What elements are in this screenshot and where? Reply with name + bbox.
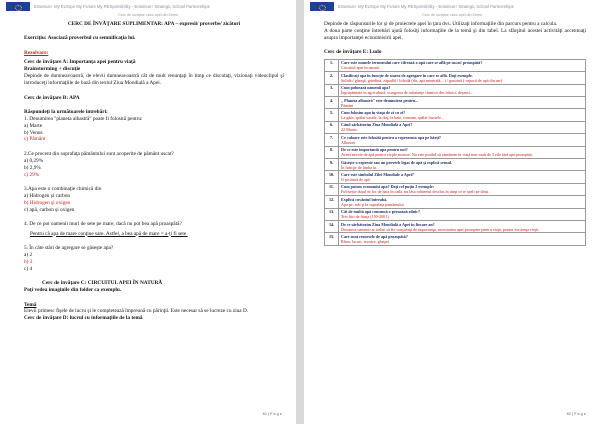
group-d-title: Cerc de învăţare D: lucrul cu informaţiile de la temă bbox=[24, 315, 143, 322]
row-number: 4. bbox=[325, 96, 339, 108]
row-answer: Deoarece oamenii ar trebui să fie conştienţi de importanţa, necesitatea apei proaspete pentru viaţă, pentru existenţa vieţii. bbox=[341, 226, 540, 232]
row-content bbox=[339, 158, 586, 170]
row-number: 10. bbox=[325, 171, 339, 183]
question-2: 2.Ce procent din suprafaţa pământului sunt acoperite de pământ uscat? bbox=[24, 150, 174, 157]
question-5-option-a: a) 2 bbox=[24, 251, 33, 258]
table-row bbox=[325, 109, 586, 121]
question-3-option-a: a) Hidrogen şi carbon bbox=[24, 192, 71, 199]
tema-text: Elevii primesc fişele de lucru şi le completează împreună cu părinţii. Este necesar să se lucreze cu ziua D. bbox=[24, 308, 249, 315]
row-question: Care este numele termenului care cifrează o apă care se află pe uscat/ proaspătă? bbox=[341, 60, 483, 66]
question-3-option-c: c) apă, carbon şi oxigen bbox=[24, 206, 75, 213]
table-row bbox=[325, 84, 586, 96]
row-content bbox=[339, 72, 586, 84]
row-content bbox=[339, 208, 586, 220]
group-e-title: Cerc de învăţare E: Ludo bbox=[324, 49, 382, 56]
question-2-option-c: c) 29% bbox=[24, 171, 40, 178]
row-question: „ Planeta albastră" este denumirea pentru... bbox=[341, 97, 419, 103]
row-answer: Folosește dușul în loc de baia în cadă, nu lăsa robinetul deschis în timp ce te speli pe dinţi. bbox=[341, 189, 490, 195]
row-content bbox=[339, 121, 586, 133]
row-answer: În funcţie de limba ta. bbox=[341, 164, 378, 170]
row-content bbox=[339, 109, 586, 121]
table-row bbox=[325, 134, 586, 146]
row-question: Care sunt resursele de apă proaspătă? bbox=[341, 233, 408, 239]
table-row bbox=[325, 233, 586, 245]
question-1-option-a: a) Marte bbox=[24, 122, 43, 129]
table-row bbox=[325, 208, 586, 220]
rezolvare-label: Rezolvare: bbox=[24, 49, 49, 56]
row-question: Ce culoare este folosită pentru a reprezenta apa pe hărţi? bbox=[341, 134, 441, 140]
row-number: 8. bbox=[325, 146, 339, 158]
page-header bbox=[0, 0, 296, 12]
row-question: Cum folosim apa în viaţa de zi cu zi? bbox=[341, 109, 406, 115]
row-content bbox=[339, 183, 586, 195]
question-1-option-b: b) Venus bbox=[24, 129, 43, 136]
ludo-table bbox=[324, 59, 586, 246]
group-a-text: Depinde de dumneavoastră, de elevii dumneavoastră cât de mult renunţaţi în timp ce discutaţi, vizionaţi videoclipul şi introduceţi informaţiile de bază din textul Ziua Mondială a Apei. bbox=[24, 73, 284, 87]
row-content bbox=[339, 220, 586, 232]
eu-flag-icon bbox=[6, 2, 30, 11]
answer-intro: Răspundeţi la următoarele întrebări: bbox=[24, 108, 108, 115]
row-number: 9. bbox=[325, 158, 339, 170]
row-answer: La gătit, spălat vasele, la duş, la baie, consum, spălat fructele... bbox=[341, 115, 444, 121]
table-row bbox=[325, 121, 586, 133]
row-question: Clasificaţi apa în funcţie de starea de agregare în care se află. Daţi exemple. bbox=[341, 72, 473, 78]
page-62 bbox=[304, 0, 600, 424]
question-5-option-b: b) 3 bbox=[24, 258, 33, 265]
page-number: 62 | P a g e bbox=[566, 412, 586, 416]
row-number: 6. bbox=[325, 121, 339, 133]
row-content bbox=[339, 196, 586, 208]
group-c-text: Poţi vedea imaginile din folder ca exemplu. bbox=[24, 287, 122, 294]
row-question: Explică cuvântul întreabă. bbox=[341, 196, 388, 202]
row-question: Cum putem economisi apa? Daţi cel puţin 2 exemple: bbox=[341, 184, 435, 190]
row-content bbox=[339, 233, 586, 245]
row-number: 3. bbox=[325, 84, 339, 96]
table-row bbox=[325, 96, 586, 108]
question-1: 1. Denumirea "planeta albastră" poate fi folosită pentru: bbox=[24, 115, 143, 122]
row-number: 15. bbox=[325, 233, 339, 245]
row-number: 14. bbox=[325, 220, 339, 232]
row-answer: Râuri, lacuri, izvoare, gheţari bbox=[341, 239, 389, 245]
page-body bbox=[324, 21, 586, 246]
row-question: De ce este importantă apa pentru noi? bbox=[341, 147, 408, 153]
row-answer: 22 Martie bbox=[341, 127, 358, 133]
table-row bbox=[325, 158, 586, 170]
row-answer: Îngrăşăminte în agricultură, scurgerea de substanţe chimice din fabrici, deşeuri... bbox=[341, 90, 474, 96]
question-2-option-b: b) 2,9% bbox=[24, 164, 41, 171]
row-question: De ce sărbătorim Ziua Mondială a Apei în fiecare an? bbox=[341, 221, 435, 227]
eu-flag-icon bbox=[310, 2, 334, 11]
row-question: Care este simbolul Zilei Mondiale a Apei? bbox=[341, 171, 414, 177]
page-title: CERC DE ÎNVĂŢARE SUPLIMENTAR: APA – expresii/ proverbe/ zicători bbox=[67, 21, 241, 27]
question-1-option-c: c) Pământ bbox=[24, 136, 46, 143]
group-c-title: Cerc de învăţare C: CIRCUITUL APEI ÎN NATURĂ bbox=[42, 280, 163, 287]
row-answer: Circuitul apei în natură. bbox=[341, 65, 380, 71]
question-5-option-c: c) 4 bbox=[24, 265, 33, 272]
group-a-title: Cerc de învăţare A: Importanţa apei pentru viaţă bbox=[24, 59, 136, 66]
table-row bbox=[325, 72, 586, 84]
page-body bbox=[24, 21, 284, 325]
row-answer: Apa pe, sub şi la suprafaţa pământului bbox=[341, 201, 404, 207]
table-row bbox=[325, 183, 586, 195]
table-row bbox=[325, 220, 586, 232]
row-question: Cum poluează oamenii apa? bbox=[341, 85, 391, 91]
row-content bbox=[339, 96, 586, 108]
row-answer: Albastră bbox=[341, 139, 355, 145]
question-3-option-b: b) Hidrogen şi oxigen bbox=[24, 199, 71, 206]
page-number: 61 | P a g e bbox=[262, 412, 282, 416]
row-number: 2. bbox=[325, 72, 339, 84]
question-3: 3.Apa este o combinaţie chimică din bbox=[24, 186, 102, 193]
question-2-option-a: a) 0,29% bbox=[24, 157, 44, 164]
table-row bbox=[325, 171, 586, 183]
row-answer: Pământ bbox=[341, 102, 354, 108]
exercise-text: Exerciţiu: Asociază proverbul cu semnificaţia lui. bbox=[24, 35, 136, 42]
row-answer: Solidă ( gheaţă, grindină, zăpadă) / lichidă (rîu, apă minerală,...) / gazoasă ( vaporii de apă din aer) bbox=[341, 77, 503, 83]
row-number: 12. bbox=[325, 196, 339, 208]
question-5: 5. În câte stări de agregare se găseşte apa? bbox=[24, 245, 114, 252]
tema-label: Temă bbox=[24, 301, 37, 308]
header-subtitle: Cerc de învăţare ciclul apei din Zetea bbox=[422, 13, 482, 17]
table-row bbox=[325, 196, 586, 208]
page-header bbox=[304, 0, 600, 12]
row-answer: Avem nevoie de apă pentru vieţile noastre. Nu este posibil să rămânem în viaţă mai mult de 3 zile fără apă proaspătă. bbox=[341, 152, 533, 158]
row-content bbox=[339, 134, 586, 146]
group-b-title: Cerc de învăţare B: APA bbox=[24, 94, 80, 101]
intro-text: Depinde de răspunsurile lor şi de proiectele apei în ţara dvs. Utilizaţi informaţiile din parcurs pentru a calcula. bbox=[324, 21, 558, 27]
row-content bbox=[339, 59, 586, 71]
row-question: Cât de multă apă consumă o persoană zilnic? bbox=[341, 209, 421, 215]
row-content bbox=[339, 171, 586, 183]
intro-text-2: A doua parte conţine întrebări ajută folosiţi informaţiile de la temă şi din tabel. La sfârşitul acestei activităţi accentuaţi asupra importanţei economisirii apei. bbox=[324, 27, 586, 41]
row-content bbox=[339, 84, 586, 96]
row-number: 13. bbox=[325, 208, 339, 220]
page-61 bbox=[0, 0, 296, 424]
question-4: 4. De ce pot oamenii muri de sete pe mare, dacă nu pot bea apă proaspătă? bbox=[24, 221, 182, 228]
brainstorming-label: Brainstorming + discuţie bbox=[24, 66, 81, 73]
program-title: Erasmus+ My EUrope My FUture My RESponsibility - Erasmus+ Strategic School Partnerships bbox=[34, 3, 210, 9]
table-row bbox=[325, 59, 586, 71]
row-number: 7. bbox=[325, 134, 339, 146]
question-4-answer: Pentru că apa de mare conţine sare. Astfel, a bea apă de mare = a-ţi fi sete. bbox=[30, 230, 188, 237]
row-content bbox=[339, 146, 586, 158]
table-row bbox=[325, 146, 586, 158]
row-question: Când sărbătorim Ziua Mondială a Apei? bbox=[341, 122, 413, 128]
program-title: Erasmus+ My EUrope My FUture My RESponsibility - Erasmus+ Strategic School Partnerships bbox=[338, 3, 514, 9]
row-answer: Trei litri de fiinţa (150-200 l) bbox=[341, 214, 389, 220]
row-number: 11. bbox=[325, 183, 339, 195]
row-answer: O picătură de apă bbox=[341, 177, 370, 183]
header-subtitle: Cerc de învăţare ciclul apei din Zetea bbox=[118, 13, 178, 17]
row-number: 1. bbox=[325, 59, 339, 71]
row-question: Găseşte o expresie sau un proverb legat de apă şi explică sensul. bbox=[341, 159, 453, 165]
row-number: 5. bbox=[325, 109, 339, 121]
